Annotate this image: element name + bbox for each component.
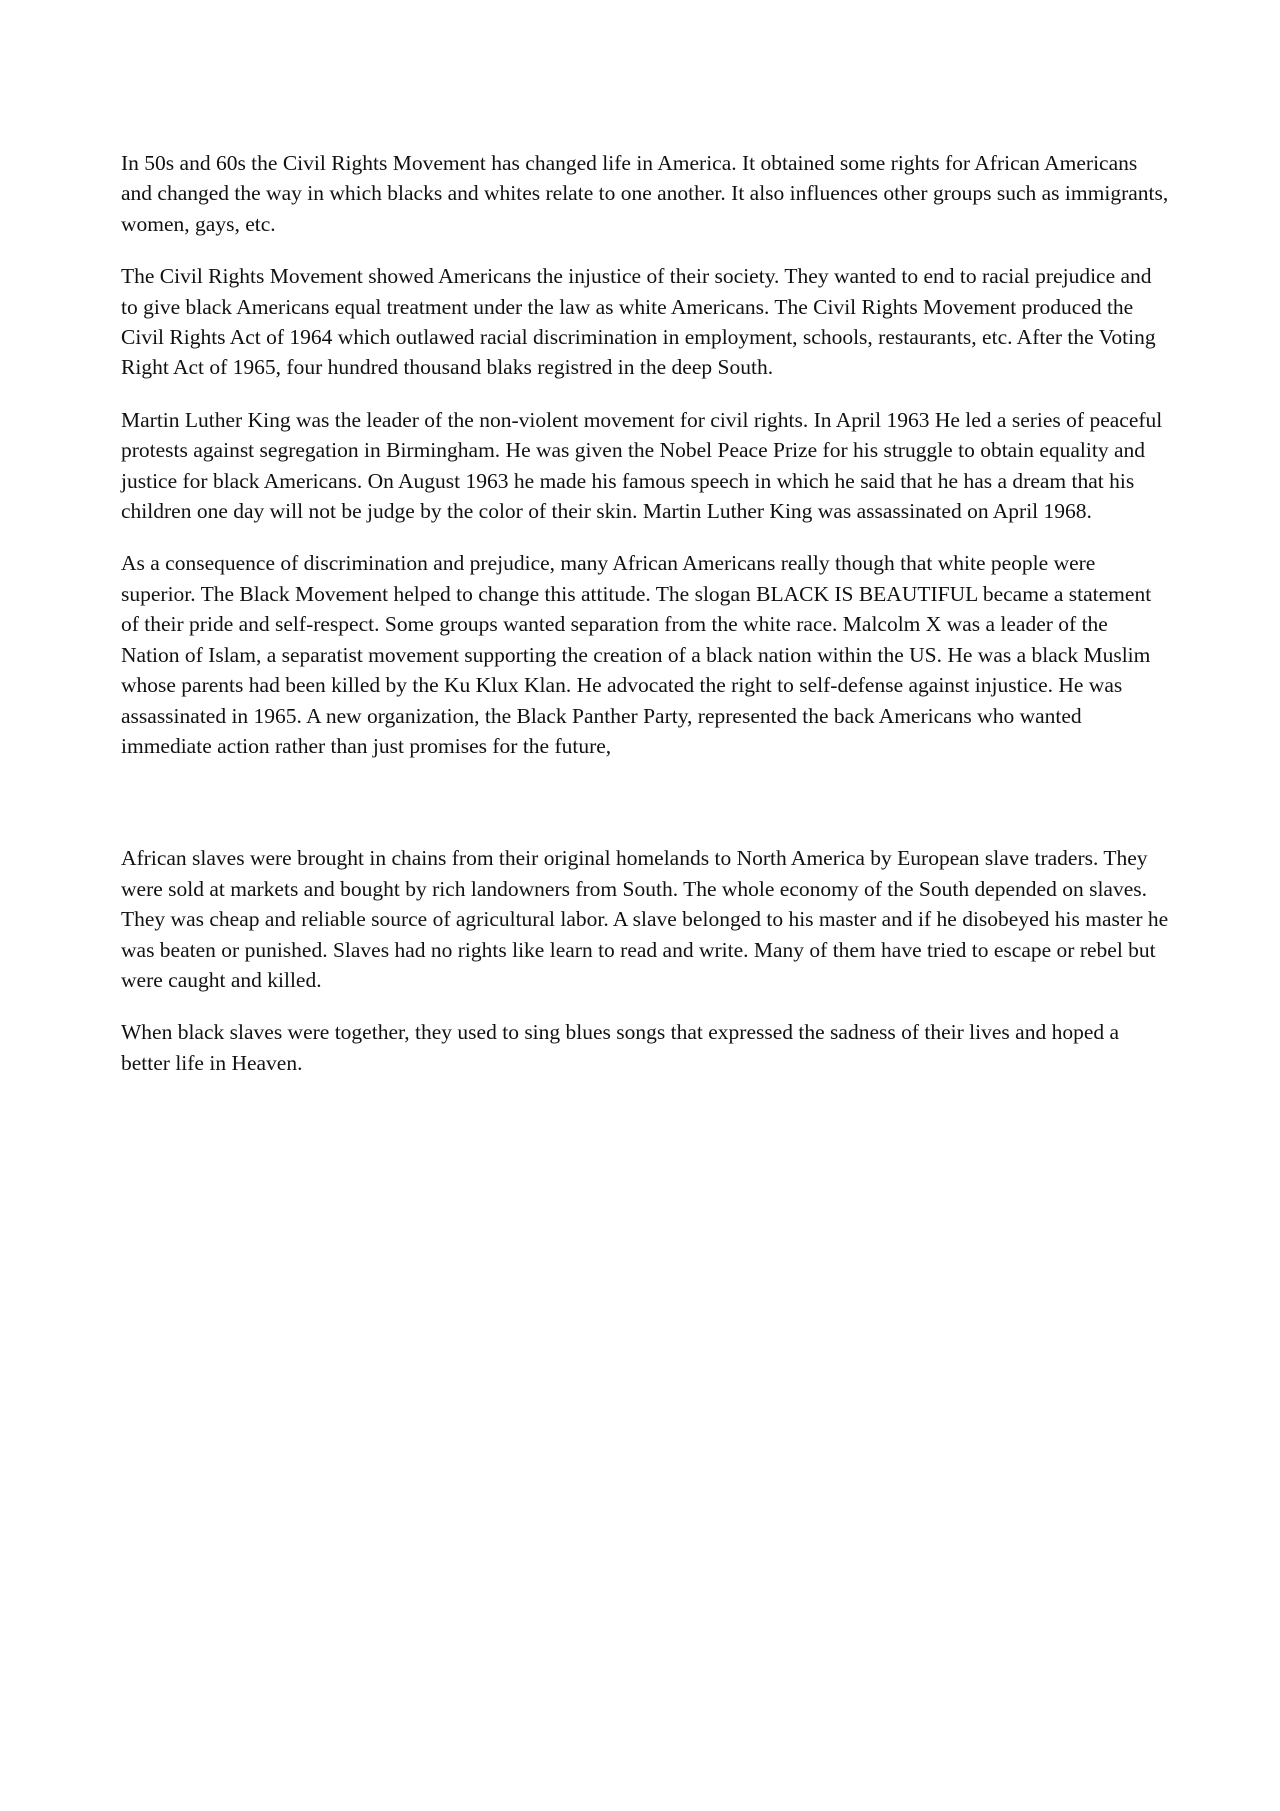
paragraph-african-slaves: African slaves were brought in chains from their original homelands to North America by European slave traders. They were sold at markets and bought by rich landowners from South. The whole economy of the South depended on slaves. They was cheap and reliable source of agricultural labor. A slave belonged to his master and if he disobeyed his master he was beaten or punished. Slaves had no rights like learn to read and write. Many of them have tried to escape or rebel but were caught and killed. <box>121 846 1169 992</box>
section-gap <box>121 783 1171 843</box>
document-body <box>121 148 1171 1100</box>
paragraph-civil-rights-intro: In 50s and 60s the Civil Rights Movement has changed life in America. It obtained some rights for African Americans and changed the way in which blacks and whites relate to one another. It also influences other groups such as immigrants, women, gays, etc. <box>121 151 1169 236</box>
paragraph-martin-luther-king: Martin Luther King was the leader of the non-violent movement for civil rights. In April 1963 He led a series of peaceful protests against segregation in Birmingham. He was given the Nobel Peace Prize for his struggle to obtain equality and justice for black Americans. On August 1963 he made his famous speech in which he said that he has a dream that his children one day will not be judge by the color of their skin. Martin Luther King was assassinated on April 1968. <box>121 407 1163 524</box>
paragraph-black-movement: As a consequence of discrimination and prejudice, many African Americans really though that white people were superior. The Black Movement helped to change this attitude. The slogan BLACK IS BEAUTIFUL became a statement of their pride and self-respect. Some groups wanted separation from the white race. Malcolm X was a leader of the Nation of Islam, a separatist movement supporting the creation of a black nation within the US. He was a black Muslim whose parents had been killed by the Ku Klux Klan. He advocated the right to self-defense against injustice. He was assassinated in 1965. A new organization, the Black Panther Party, represented the back Americans who wanted immediate action rather than just promises for the future, <box>121 551 1152 758</box>
paragraph-civil-rights-movement: The Civil Rights Movement showed Americans the injustice of their society. They wanted to end to racial prejudice and to give black Americans equal treatment under the law as white Americans. The Civil Rights Movement produced the Civil Rights Act of 1964 which outlawed racial discrimination in employment, schools, restaurants, etc. After the Voting Right Act of 1965, four hundred thousand blaks registred in the deep South. <box>121 264 1156 380</box>
paragraph-blues-songs: When black slaves were together, they used to sing blues songs that expressed the sadness of their lives and hoped a better life in Heaven. <box>121 1020 1120 1075</box>
